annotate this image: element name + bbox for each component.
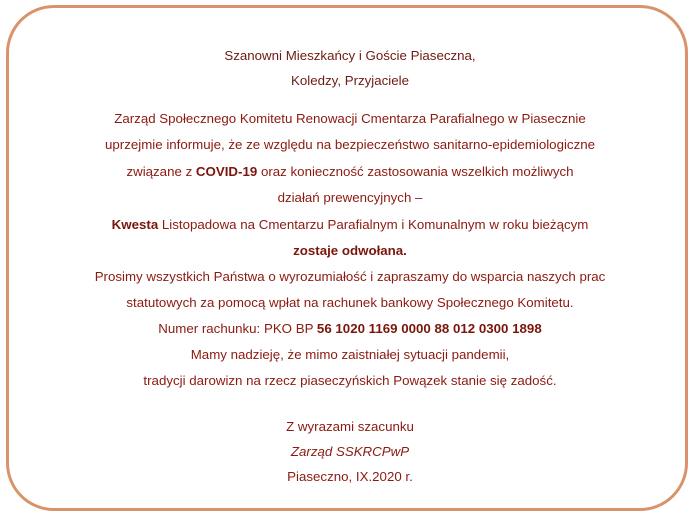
closing-regards: Z wyrazami szacunku [286, 419, 414, 434]
body-line-3-suffix: oraz konieczność zastosowania wszelkich możliwych [257, 164, 574, 179]
greeting-line-2: Koledzy, Przyjaciele [291, 73, 409, 88]
account-label: Numer rachunku: PKO BP [158, 321, 317, 336]
body-line-5 [0, 216, 700, 234]
account-number: 56 1020 1169 0000 88 012 0300 1898 [316, 321, 542, 336]
body-line-3 [0, 163, 700, 181]
body-line-4: działań prewencyjnych – [277, 190, 423, 205]
body-line-2: uprzejmie informuje, że ze względu na bezpieczeństwo sanitarno-epidemiologiczne [104, 137, 596, 152]
body-line-8: statutowych za pomocą wpłat na rachunek bankowy Społecznego Komitetu. [126, 295, 574, 310]
body-line-1: Zarząd Społecznego Komitetu Renowacji Cmentarza Parafialnego w Piasecznie [114, 111, 586, 126]
greeting-line-1: Szanowni Mieszkańcy i Goście Piaseczna, [224, 48, 476, 63]
covid-emphasis: COVID-19 [195, 164, 258, 179]
closing-place-date: Piaseczno, IX.2020 r. [287, 469, 413, 484]
cancelled-notice: zostaje odwołana. [293, 243, 407, 258]
body-line-11: tradycji darowizn na rzecz piaseczyńskich Powązek stanie się zadość. [143, 373, 557, 388]
kwesta-emphasis: Kwesta [111, 217, 159, 232]
body-line-3-prefix: związane z [126, 164, 196, 179]
body-line-5-suffix: Listopadowa na Cmentarzu Parafialnym i Komunalnym w roku bieżącym [158, 217, 589, 232]
closing-signature: Zarząd SSKRCPwP [290, 444, 410, 459]
body-line-10: Mamy nadzieję, że mimo zaistniałej sytuacji pandemii, [190, 347, 510, 362]
account-line [0, 320, 700, 338]
body-line-7: Prosimy wszystkich Państwa o wyrozumiałość i zapraszamy do wsparcia naszych prac [94, 269, 606, 284]
